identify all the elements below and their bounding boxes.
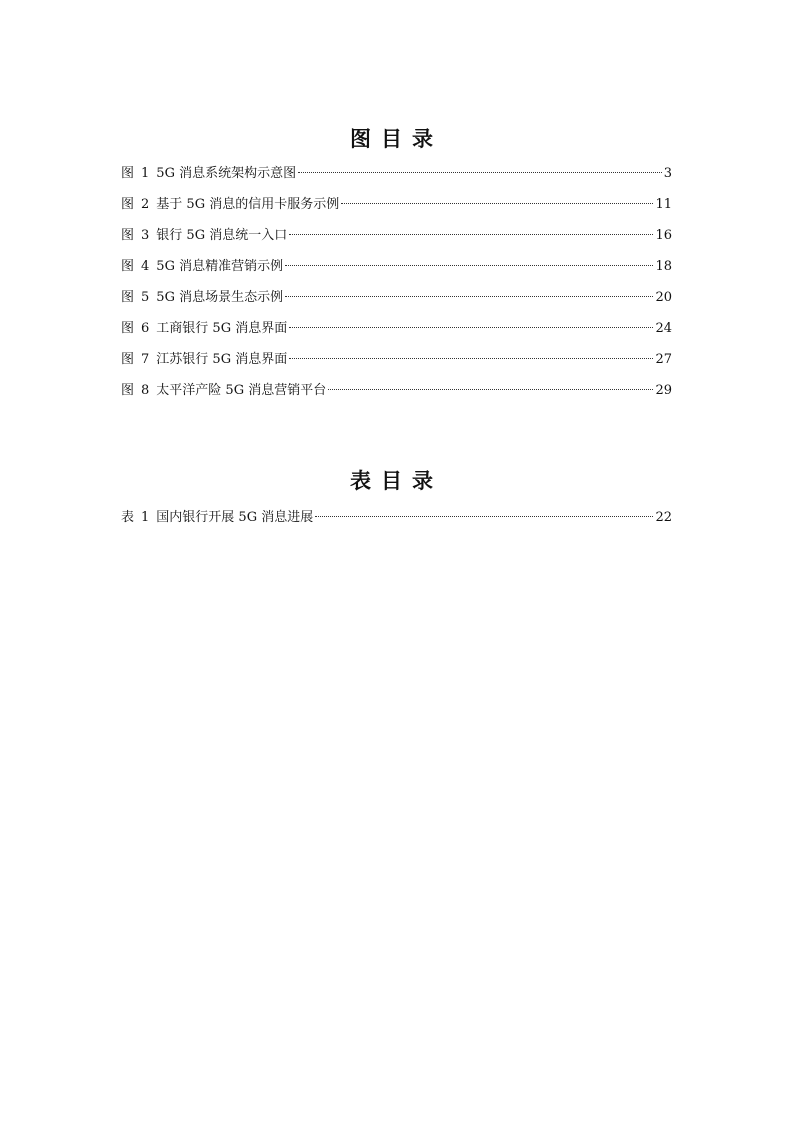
dot-leader — [298, 172, 662, 173]
entry-number: 1 — [141, 166, 150, 181]
figure-list — [121, 163, 672, 411]
entry-title: 国内银行开展 5G 消息进展 — [156, 510, 314, 525]
toc-entry[interactable] — [121, 194, 672, 225]
dot-leader — [341, 203, 653, 204]
entry-page-number: 18 — [655, 259, 672, 274]
dot-leader — [289, 234, 653, 235]
entry-page-number: 3 — [663, 166, 672, 181]
dot-leader — [289, 358, 653, 359]
entry-number: 2 — [141, 197, 150, 212]
table-list-title: 表目录 — [350, 469, 443, 493]
entry-number: 5 — [141, 290, 150, 305]
toc-entry[interactable] — [121, 225, 672, 256]
entry-page-number: 29 — [655, 383, 672, 398]
entry-prefix: 图 — [121, 259, 135, 274]
entry-prefix: 图 — [121, 321, 135, 336]
figure-list-title: 图目录 — [350, 127, 443, 151]
entry-prefix: 图 — [121, 166, 135, 181]
toc-entry[interactable] — [121, 349, 672, 380]
toc-entry[interactable] — [121, 287, 672, 318]
table-list — [121, 507, 672, 538]
entry-page-number: 11 — [655, 197, 672, 212]
entry-title: 银行 5G 消息统一入口 — [156, 228, 288, 243]
entry-page-number: 27 — [655, 352, 672, 367]
entry-prefix: 图 — [121, 228, 135, 243]
entry-title: 工商银行 5G 消息界面 — [156, 321, 288, 336]
entry-title: 5G 消息系统架构示意图 — [156, 166, 297, 181]
entry-page-number: 24 — [655, 321, 672, 336]
toc-entry[interactable] — [121, 507, 672, 538]
entry-title: 基于 5G 消息的信用卡服务示例 — [156, 197, 340, 212]
entry-number: 4 — [141, 259, 150, 274]
entry-number: 1 — [141, 510, 150, 525]
dot-leader — [315, 516, 653, 517]
toc-entry[interactable] — [121, 256, 672, 287]
entry-number: 8 — [141, 383, 150, 398]
dot-leader — [328, 389, 653, 390]
entry-title: 5G 消息精准营销示例 — [156, 259, 284, 274]
entry-number: 7 — [141, 352, 150, 367]
entry-page-number: 20 — [655, 290, 672, 305]
entry-page-number: 22 — [655, 510, 672, 525]
entry-prefix: 图 — [121, 290, 135, 305]
entry-title: 5G 消息场景生态示例 — [156, 290, 284, 305]
dot-leader — [289, 327, 653, 328]
dot-leader — [285, 296, 653, 297]
entry-title: 江苏银行 5G 消息界面 — [156, 352, 288, 367]
entry-title: 太平洋产险 5G 消息营销平台 — [156, 383, 327, 398]
entry-number: 6 — [141, 321, 150, 336]
entry-page-number: 16 — [655, 228, 672, 243]
entry-prefix: 表 — [121, 510, 135, 525]
entry-prefix: 图 — [121, 197, 135, 212]
toc-entry[interactable] — [121, 163, 672, 194]
entry-number: 3 — [141, 228, 150, 243]
toc-entry[interactable] — [121, 318, 672, 349]
dot-leader — [285, 265, 653, 266]
entry-prefix: 图 — [121, 383, 135, 398]
toc-entry[interactable] — [121, 380, 672, 411]
entry-prefix: 图 — [121, 352, 135, 367]
